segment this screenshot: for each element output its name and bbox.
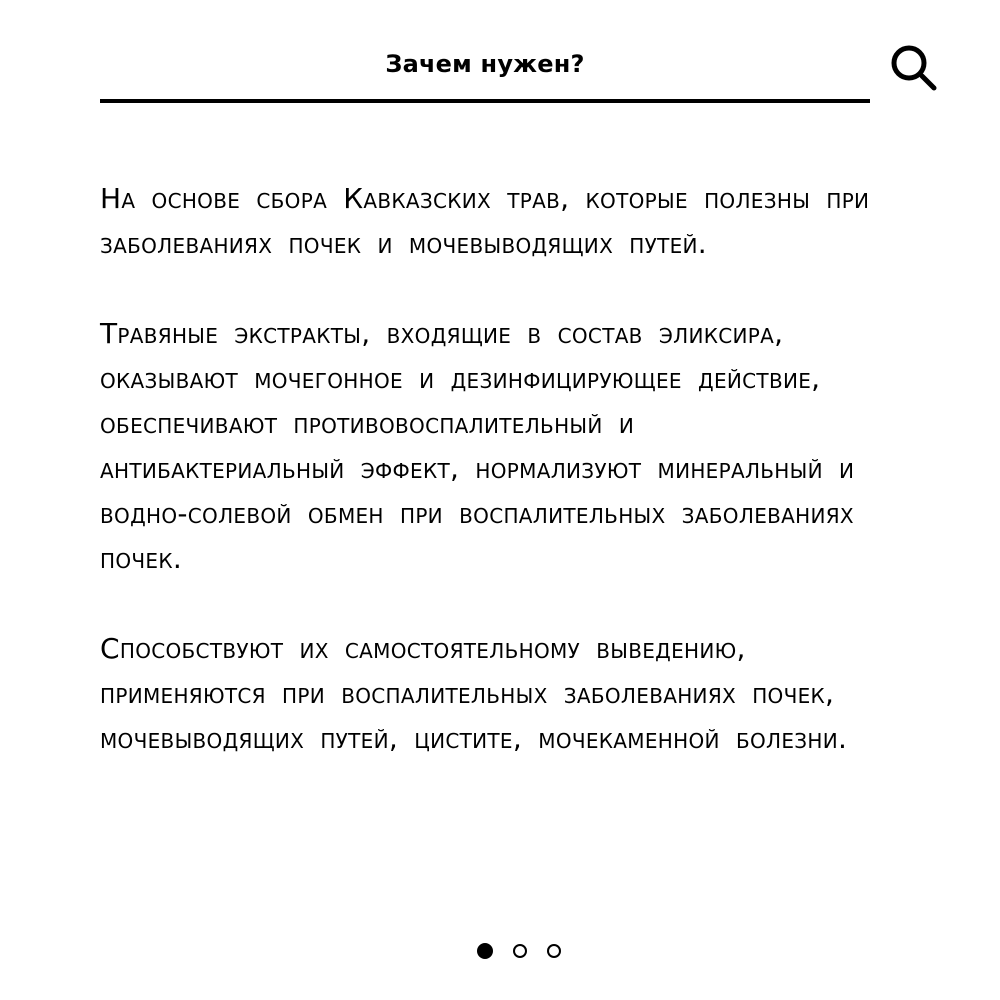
page-title: Зачем нужен?	[385, 50, 585, 78]
paragraph-3: Способствуют их самостоятельному выведению, применяются при воспалительных заболеваниях почек, мочевыводящих путей, цистите, мочекаменной болезни.	[100, 632, 848, 755]
header-divider	[100, 99, 870, 103]
page-dot-3[interactable]	[547, 944, 561, 958]
paragraph-1: На основе сбора Кавказских трав, которые полезны при заболеваниях почек и мочевыводящих путей.	[100, 182, 870, 260]
page-dot-2[interactable]	[513, 944, 527, 958]
description-text	[100, 176, 880, 806]
search-icon	[886, 38, 946, 98]
paragraph-2: Травяные экстракты, входящие в состав эликсира, оказывают мочегонное и дезинфицирующее действие, обеспечивают противовоспалительный и антибактериальный эффект, нормализуют минеральный и водно-солевой обмен при воспалительных заболеваниях почек.	[100, 317, 855, 575]
pagination-dots	[475, 941, 565, 961]
page-dot-1[interactable]	[477, 943, 493, 959]
search-button[interactable]	[886, 38, 946, 98]
